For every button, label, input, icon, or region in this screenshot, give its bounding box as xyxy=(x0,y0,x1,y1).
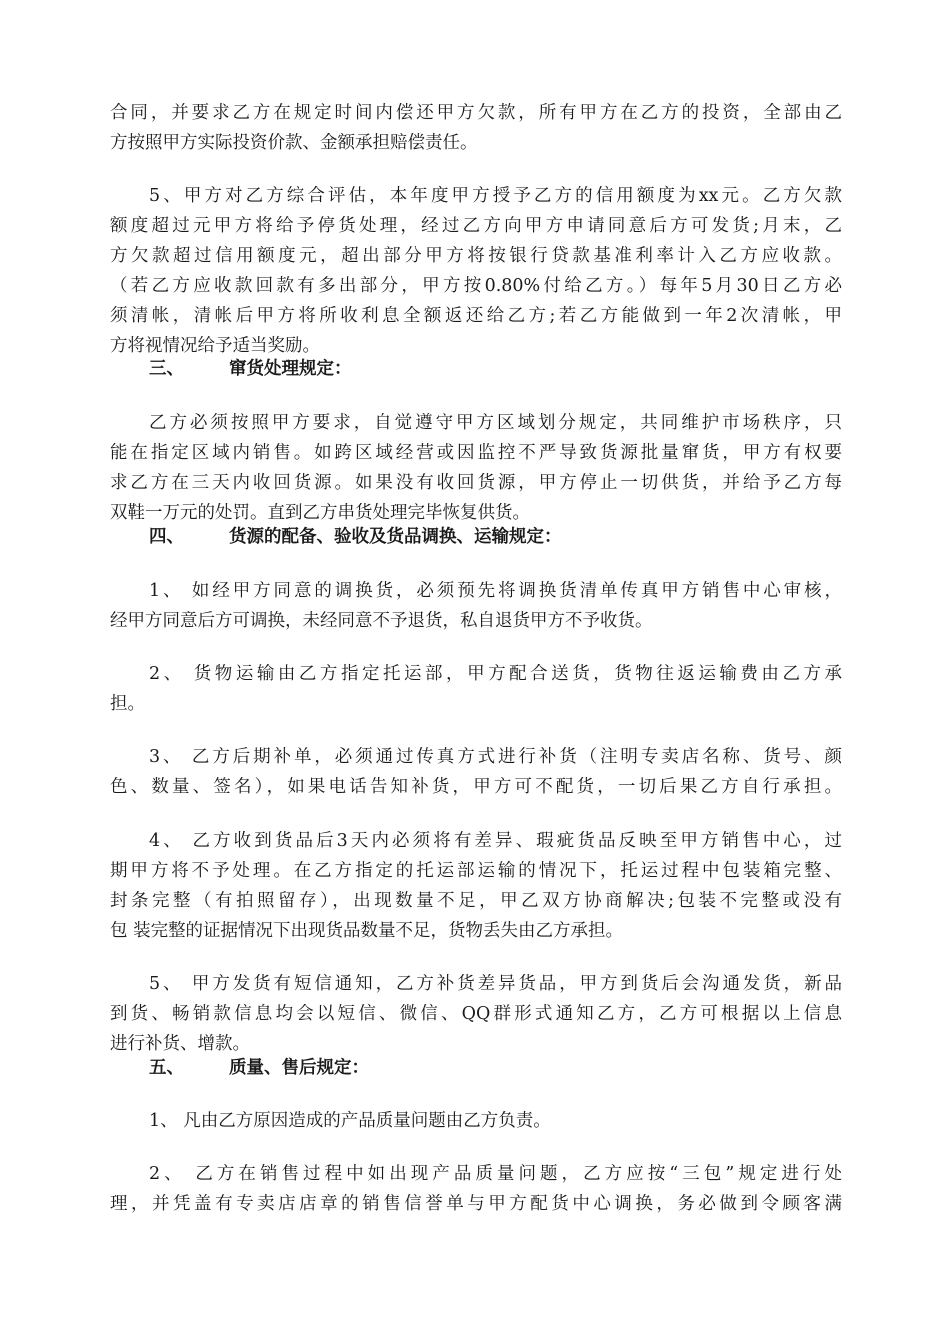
text-line: 1、 凡由乙方原因造成的产品质量问题由乙方负责。 xyxy=(149,1111,551,1131)
text-line: 经甲方同意后方可调换，未经同意不予退货，私自退货甲方不予收货。 xyxy=(110,611,653,631)
text-line: 包 装完整的证据情况下出现货品数量不足，货物丢失由乙方承担。 xyxy=(110,921,624,941)
section-heading xyxy=(149,525,562,549)
section-heading xyxy=(149,357,352,381)
text-line: 合同，并要求乙方在规定时间内偿还甲方欠款，所有甲方在乙方的投资，全部由乙 xyxy=(110,103,842,123)
text-line: 担。 xyxy=(110,694,145,714)
text-line: 色、数量、签名），如果电话告知补货，甲方可不配货，一切后果乙方自行承担。 xyxy=(110,777,842,797)
text-line: 额度超过元甲方将给予停货处理，经过乙方向甲方申请同意后方可发货;月末，乙 xyxy=(110,216,842,236)
text-line: 封条完整（有拍照留存），出现数量不足，甲乙双方协商解决;包装不完整或没有 xyxy=(110,891,842,911)
text-line: 能在指定区域内销售。如跨区域经营或因监控不严导致货源批量窜货，甲方有权要 xyxy=(110,443,842,463)
text-line: 理，并凭盖有专卖店店章的销售信誉单与甲方配货中心调换，务必做到令顾客满 xyxy=(110,1194,842,1214)
section-heading xyxy=(149,1056,369,1080)
text-line: 方欠款超过信用额度元，超出部分甲方将按银行贷款基准利率计入乙方应收款。 xyxy=(110,246,842,266)
text-line: 求乙方在三天内收回货源。如果没有收回货源，甲方停止一切供货，并给予乙方每 xyxy=(110,473,842,493)
text-line: 到货、畅销款信息均会以短信、微信、QQ群形式通知乙方，乙方可根据以上信息 xyxy=(110,1004,842,1024)
section-number: 五、 xyxy=(149,1058,184,1078)
text-line: 2、 乙方在销售过程中如出现产品质量问题，乙方应按“三包”规定进行处 xyxy=(149,1164,842,1184)
text-line: 期甲方将不予处理。在乙方指定的托运部运输的情况下，托运过程中包装箱完整、 xyxy=(110,861,842,881)
text-line: 双鞋一万元的处罚。直到乙方串货处理完毕恢复供货。 xyxy=(110,503,530,523)
text-line: 乙方必须按照甲方要求，自觉遵守甲方区域划分规定，共同维护市场秩序，只 xyxy=(149,413,842,433)
text-line: 进行补货、增款。 xyxy=(110,1034,250,1054)
text-line: 方将视情况给予适当奖励。 xyxy=(110,336,320,356)
section-number: 三、 xyxy=(149,359,184,379)
section-title: 质量、售后规定： xyxy=(229,1058,369,1078)
text-line: 1、 如经甲方同意的调换货，必须预先将调换货清单传真甲方销售中心审核， xyxy=(149,581,842,601)
section-number: 四、 xyxy=(149,527,184,547)
text-line: 4、 乙方收到货品后3天内必须将有差异、瑕疵货品反映至甲方销售中心，过 xyxy=(149,831,842,851)
text-line: （若乙方应收款回款有多出部分，甲方按0.80%付给乙方。）每年5月30日乙方必 xyxy=(110,276,842,296)
section-title: 货源的配备、验收及货品调换、运输规定： xyxy=(229,527,562,547)
text-line: 5、甲方对乙方综合评估，本年度甲方授予乙方的信用额度为xx元。乙方欠款 xyxy=(149,186,842,206)
section-title: 窜货处理规定： xyxy=(229,359,352,379)
text-line: 2、 货物运输由乙方指定托运部，甲方配合送货，货物往返运输费由乙方承 xyxy=(149,664,842,684)
text-line: 5、 甲方发货有短信通知，乙方补货差异货品，甲方到货后会沟通发货，新品 xyxy=(149,974,842,994)
text-line: 须清帐，清帐后甲方将所收利息全额返还给乙方;若乙方能做到一年2次清帐，甲 xyxy=(110,306,842,326)
text-line: 3、 乙方后期补单，必须通过传真方式进行补货（注明专卖店名称、货号、颜 xyxy=(149,747,842,767)
text-line: 方按照甲方实际投资价款、金额承担赔偿责任。 xyxy=(110,133,478,153)
